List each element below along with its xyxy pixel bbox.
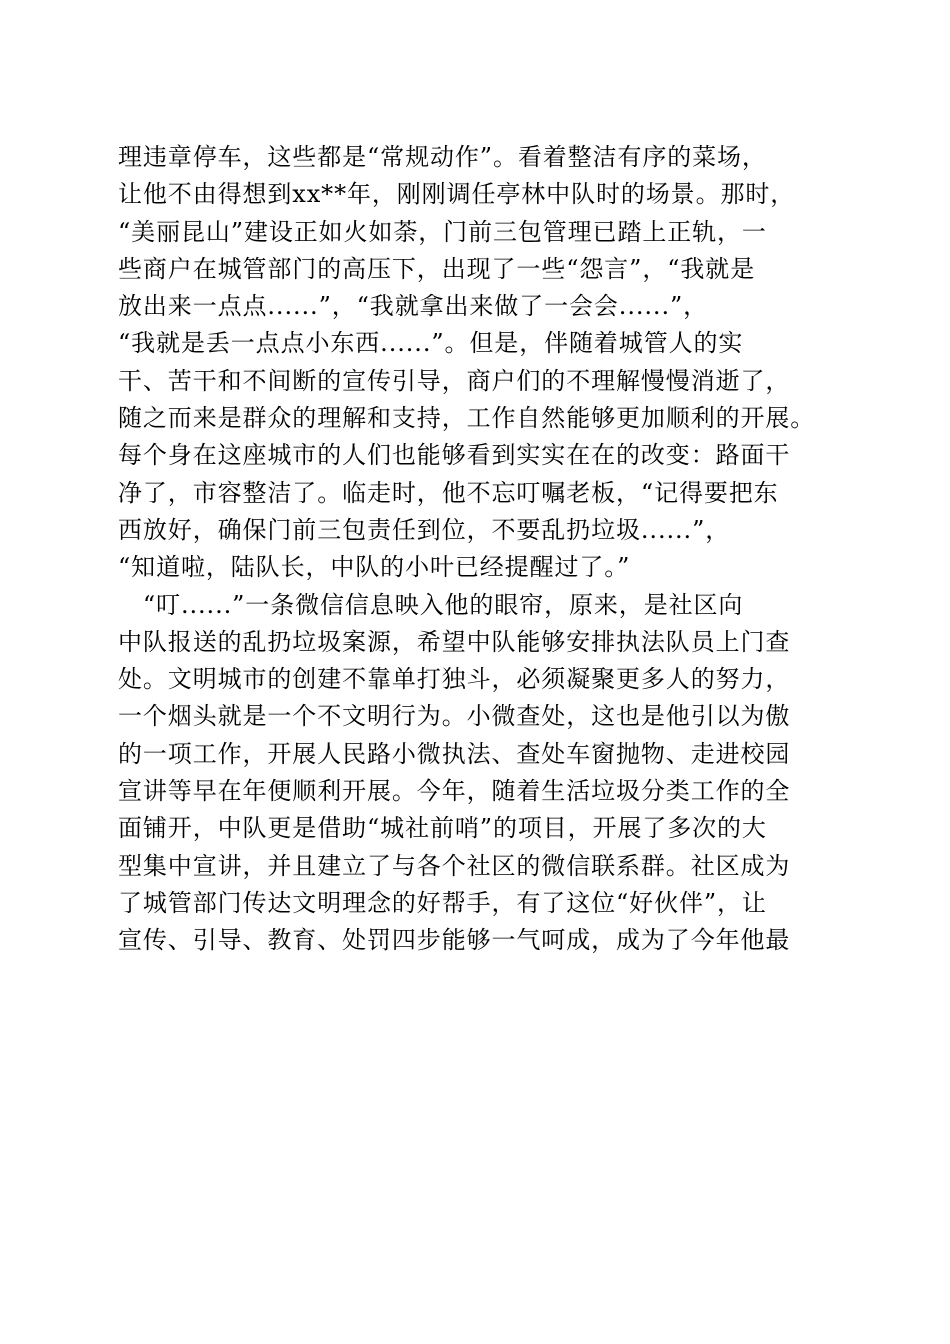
text-line: 了城管部门传达文明理念的好帮手，有了这位“好伙伴”，让 [118,888,767,917]
text-line: 面铺开，中队更是借助“城社前哨”的项目，开展了多次的大 [118,814,767,843]
text-line: 些商户在城管部门的高压下，出现了一些“怨言”，“我就是 [118,254,756,283]
text-line: 处。文明城市的创建不靠单打独斗，必须凝聚更多人的努力， [118,665,791,694]
text-line: 的一项工作，开展人民路小微执法、查处车窗抛物、走进校园 [118,739,791,768]
text-line: 净了，市容整洁了。临走时，他不忘叮嘱老板，“记得要把东 [118,478,779,507]
text-line: 让他不由得想到xx**年，刚刚调任亭林中队时的场景。那时， [118,180,796,209]
text-line: “知道啦，陆队长，中队的小叶已经提醒过了。” [118,553,631,582]
paragraph-start-line: “叮......”一条微信信息映入他的眼帘，原来，是社区向 [118,590,744,619]
text-line: 中队报送的乱扔垃圾案源，希望中队能够安排执法队员上门查 [118,627,791,656]
text-line: 随之而来是群众的理解和支持，工作自然能够更加顺利的开展。 [118,404,816,433]
text-line: “美丽昆山”建设正如火如荼，门前三包管理已踏上正轨，一 [118,217,767,246]
text-line: 放出来一点点......”，“我就拿出来做了一会会......”， [118,292,709,321]
text-line: 型集中宣讲，并且建立了与各个社区的微信联系群。社区成为 [118,851,791,880]
text-line: “我就是丢一点点小东西......”。但是，伴随着城管人的实 [118,329,744,358]
text-line: 宣讲等早在年便顺利开展。今年，随着生活垃圾分类工作的全 [118,777,791,806]
body-text [118,139,878,960]
text-line: 一个烟头就是一个不文明行为。小微查处，这也是他引以为傲 [118,702,791,731]
text-line: 理违章停车，这些都是“常规动作”。看着整洁有序的菜场， [118,143,767,171]
text-line: 宣传、引导、教育、处罚四步能够一气呵成，成为了今年他最 [118,926,791,955]
text-line: 西放好，确保门前三包责任到位，不要乱扔垃圾......”， [118,515,731,544]
text-line: 每个身在这座城市的人们也能够看到实实在在的改变：路面干 [118,441,791,470]
text-line: 干、苦干和不间断的宣传引导，商户们的不理解慢慢消逝了， [118,366,791,395]
